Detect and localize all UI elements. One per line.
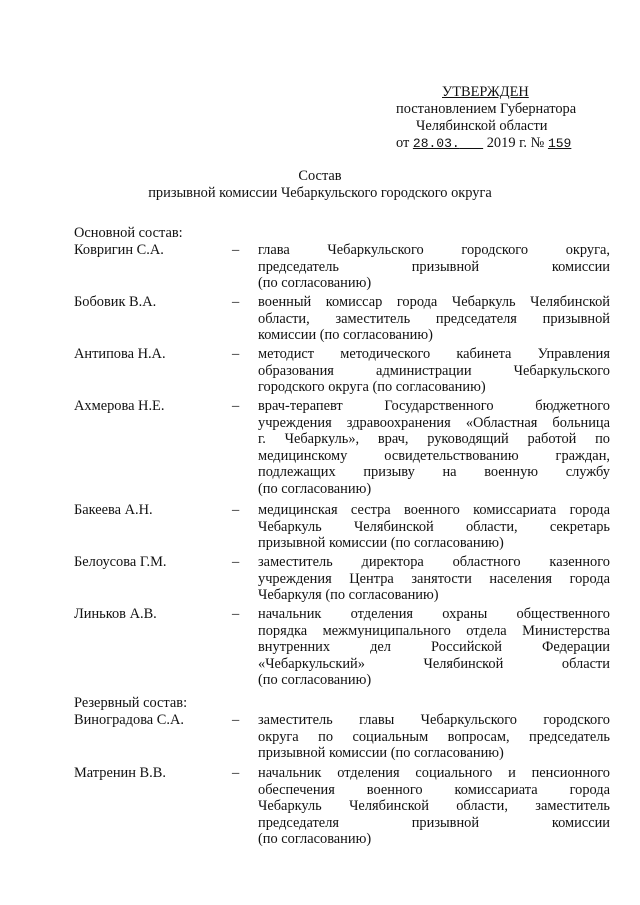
- position-line: председатель призывной комиссии: [258, 258, 610, 275]
- member-name: Бобовик В.А.: [74, 294, 157, 310]
- member-name: Белоусова Г.М.: [74, 554, 167, 570]
- position-line: военный комиссар города Чебаркуль Челябинской: [258, 294, 610, 310]
- position-line: подлежащих призыву на военную службу: [258, 464, 610, 481]
- position-line: области, заместитель председателя призывной: [258, 310, 610, 327]
- dash-separator: –: [232, 398, 240, 414]
- member-position: [258, 712, 610, 762]
- date-year: 2019 г. №: [486, 135, 545, 151]
- document-heading: [0, 168, 640, 202]
- member-position: [258, 606, 610, 689]
- position-line: (по согласованию): [258, 831, 372, 848]
- date-blank: [460, 136, 483, 151]
- approval-block: [390, 84, 590, 152]
- position-line: порядка межмуниципального отдела Министерства: [258, 622, 610, 639]
- position-line: председателя призывной комиссии: [258, 814, 610, 831]
- member-position: [258, 502, 610, 552]
- date-prefix: от: [396, 135, 410, 151]
- member-position: [258, 346, 610, 396]
- member-name: Матренин В.В.: [74, 765, 166, 781]
- approval-date-line: [390, 135, 590, 152]
- position-line: заместитель директора областного казенного: [258, 554, 610, 570]
- dash-separator: –: [232, 554, 240, 570]
- member-position: [258, 294, 610, 344]
- position-line: внутренних дел Российской Федерации: [258, 639, 610, 656]
- position-line: Чебаркуля (по согласованию): [258, 587, 439, 604]
- position-line: заместитель главы Чебаркульского городского: [258, 712, 610, 728]
- position-line: глава Чебаркульского городского округа,: [258, 242, 610, 258]
- member-name: Антипова Н.А.: [74, 346, 166, 362]
- approval-line-1: постановлением Губернатора: [396, 101, 577, 117]
- dash-separator: –: [232, 502, 240, 518]
- position-line: начальник отделения социального и пенсионного: [258, 765, 610, 781]
- position-line: образования администрации Чебаркульского: [258, 362, 610, 379]
- member-name: Линьков А.В.: [74, 606, 157, 622]
- position-line: комиссии (по согласованию): [258, 327, 433, 344]
- position-line: (по согласованию): [258, 672, 372, 689]
- position-line: (по согласованию): [258, 275, 372, 292]
- dash-separator: –: [232, 346, 240, 362]
- position-line: «Чебаркульский» Челябинской области: [258, 655, 610, 672]
- position-line: врач-терапевт Государственного бюджетного: [258, 398, 610, 414]
- member-position: [258, 765, 610, 848]
- dash-separator: –: [232, 242, 240, 258]
- position-line: г. Чебаркуль», врач, руководящий работой по: [258, 431, 610, 448]
- heading-line-1: Состав: [298, 168, 342, 184]
- position-line: учреждения здравоохранения «Областная больница: [258, 414, 610, 431]
- member-name: Ковригин С.А.: [74, 242, 164, 258]
- dash-separator: –: [232, 294, 240, 310]
- position-line: призывной комиссии (по согласованию): [258, 535, 504, 552]
- position-line: обеспечения военного комиссариата города: [258, 781, 610, 798]
- section-label: Основной состав:: [74, 225, 183, 241]
- heading-line-2: призывной комиссии Чебаркульского городского округа: [148, 185, 492, 201]
- position-line: Чебаркуль Челябинской области, заместитель: [258, 798, 610, 815]
- dash-separator: –: [232, 712, 240, 728]
- position-line: учреждения Центра занятости населения города: [258, 570, 610, 587]
- approval-title: УТВЕРЖДЕН: [442, 84, 529, 100]
- member-position: [258, 242, 610, 292]
- position-line: призывной комиссии (по согласованию): [258, 745, 504, 762]
- position-line: медицинская сестра военного комиссариата города: [258, 502, 610, 518]
- member-name: Бакеева А.Н.: [74, 502, 153, 518]
- member-position: [258, 398, 610, 498]
- position-line: Чебаркуль Челябинской области, секретарь: [258, 518, 610, 535]
- position-line: (по согласованию): [258, 480, 372, 497]
- position-line: начальник отделения охраны общественного: [258, 606, 610, 622]
- position-line: медицинскому освидетельствованию граждан,: [258, 447, 610, 464]
- position-line: городского округа (по согласованию): [258, 379, 486, 396]
- dash-separator: –: [232, 606, 240, 622]
- position-line: методист методического кабинета Управления: [258, 346, 610, 362]
- date-value: 28.03.: [412, 136, 460, 151]
- dash-separator: –: [232, 765, 240, 781]
- member-position: [258, 554, 610, 604]
- position-line: округа по социальным вопросам, председатель: [258, 728, 610, 745]
- approval-line-2: Челябинской области: [416, 118, 548, 134]
- member-name: Ахмерова Н.Е.: [74, 398, 165, 414]
- doc-number: 159: [547, 136, 572, 151]
- member-name: Виноградова С.А.: [74, 712, 184, 728]
- section-label: Резервный состав:: [74, 695, 188, 711]
